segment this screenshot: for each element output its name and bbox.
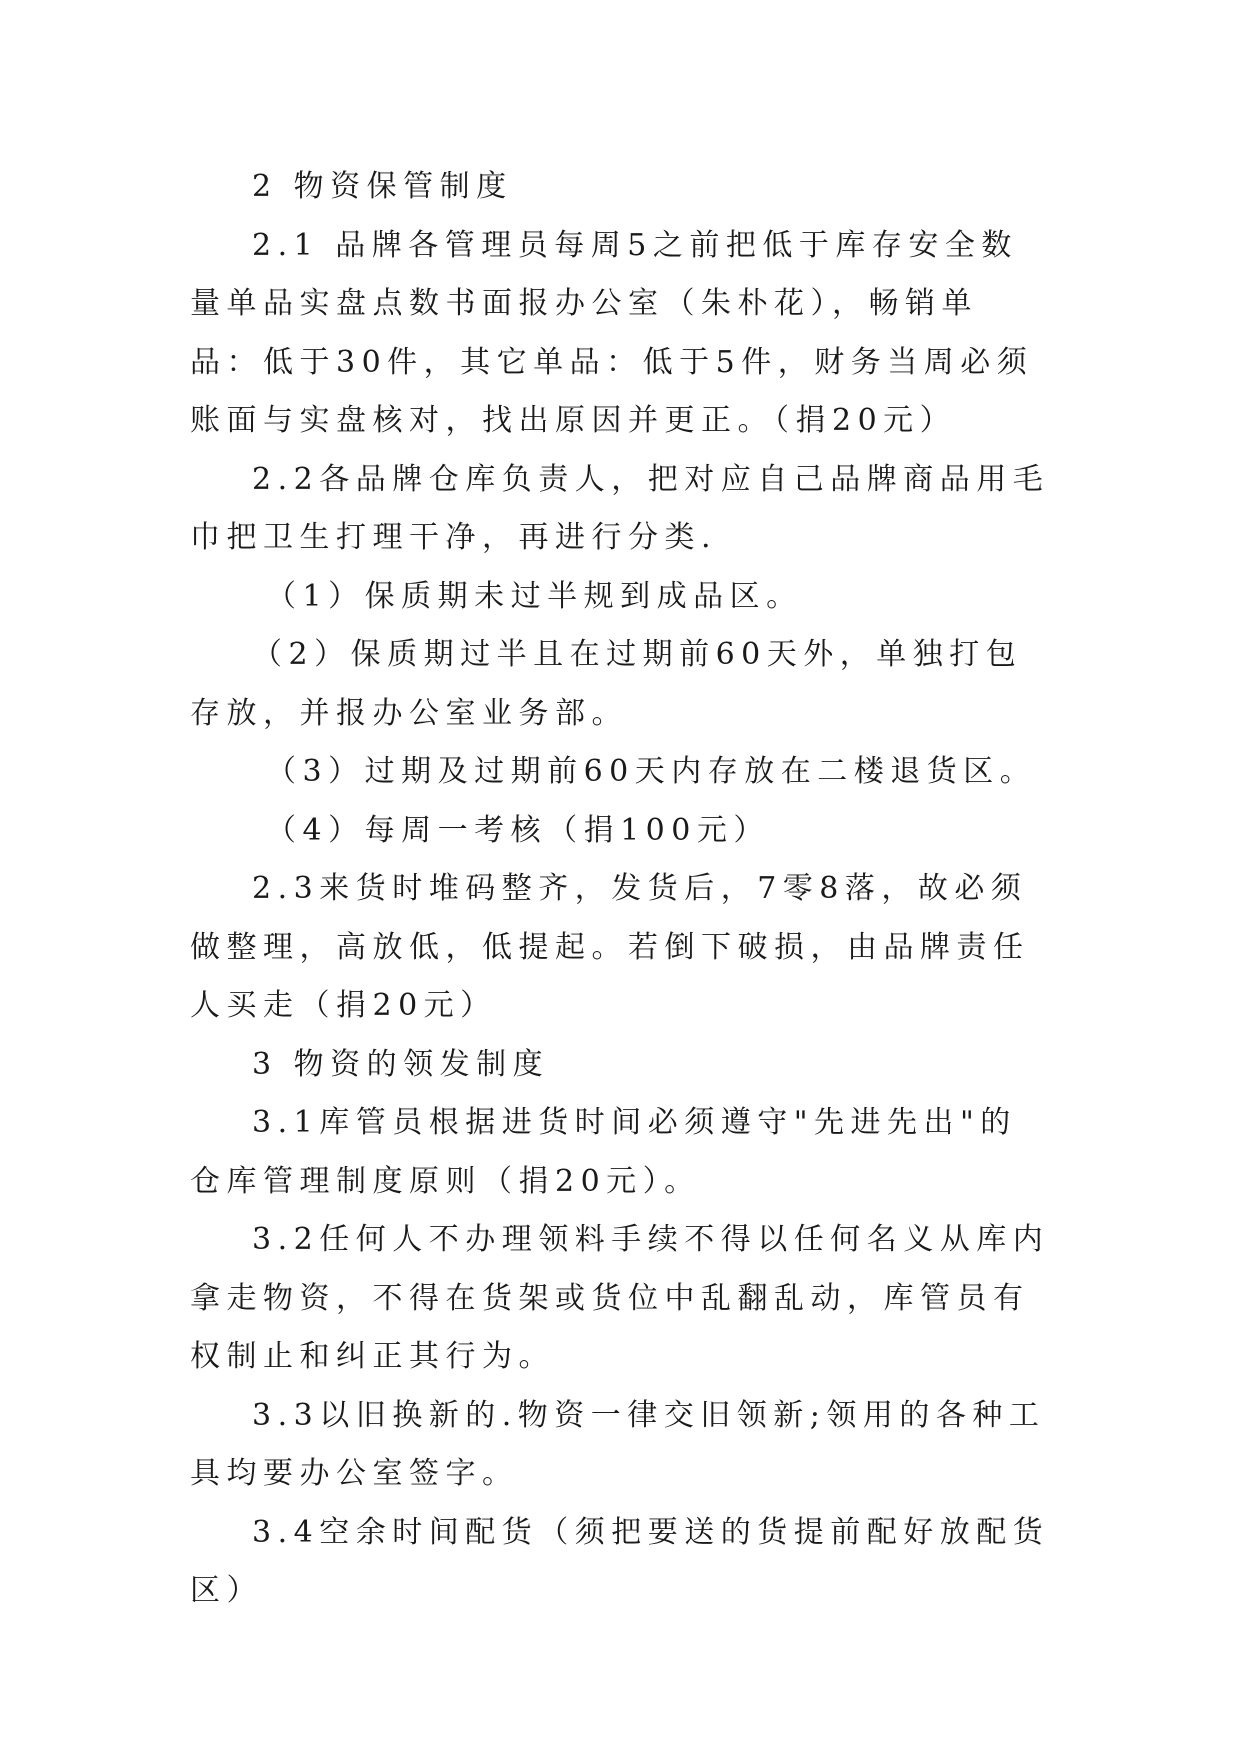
section-heading-3: 3 物资的领发制度: [252, 1046, 550, 1082]
list-item-3: （3）过期及过期前60天内存放在二楼退货区。: [266, 754, 1037, 789]
paragraph-2-3: 2.3来货时堆码整齐，发货后，7零8落，故必须做整理，高放低，低提起。若倒下破损，由品牌责任人买走（捐20元）: [190, 871, 1030, 1023]
section-heading-2: 2 物资保管制度: [252, 169, 513, 204]
document-body: [190, 158, 1050, 1621]
list-item-4: （4）每周一考核（捐100元）: [266, 812, 770, 848]
paragraph-3-1: 3.1库管员根据进货时间必须遵守"先进先出"的仓库管理制度原则（捐20元）。: [190, 1105, 1017, 1199]
paragraph-3-4: 3.4空余时间配货（须把要送的货提前配好放配货区）: [190, 1514, 1050, 1608]
paragraph-3-2: 3.2任何人不办理领料手续不得以任何名义从库内拿走物资，不得在货架或货位中乱翻乱动，库管员有权制止和纠正其行为。: [190, 1222, 1050, 1374]
paragraph-2-2: 2.2各品牌仓库负责人，把对应自己品牌商品用毛巾把卫生打理干净，再进行分类.: [190, 461, 1050, 555]
paragraph-2-1: 2.1 品牌各管理员每周5之前把低于库存安全数量单品实盘点数书面报办公室（朱朴花），畅销单品：低于30件，其它单品：低于5件，财务当周必须账面与实盘核对，找出原因并更正。（捐20元）: [190, 227, 1034, 438]
list-item-2: （2）保质期过半且在过期前60天外，单独打包存放，并报办公室业务部。: [190, 637, 1023, 731]
list-item-1: （1）保质期未过半规到成品区。: [266, 578, 803, 614]
paragraph-3-3: 3.3以旧换新的.物资一律交旧领新;领用的各种工具均要办公室签字。: [190, 1397, 1046, 1491]
